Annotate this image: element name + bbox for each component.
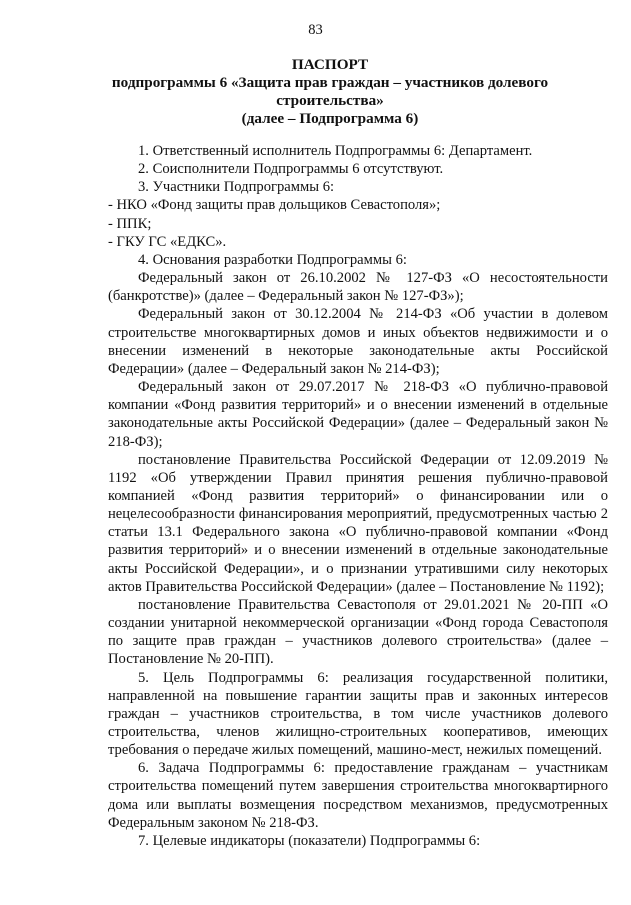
title-heading: ПАСПОРТ [291,56,369,73]
basis-law-218: Федеральный закон от 29.07.2017 № 218-ФЗ «О публично-правовой компании «Фонд развития территорий» и о внесении изменений в отдельные законодательные акты Российской Федерации» (далее – Федеральный закон № 218-ФЗ); [108,379,608,450]
participant-ppk: - ППК; [108,215,152,232]
item-participants: 3. Участники Подпрограммы 6: [138,179,335,196]
page-number: 83 [308,22,323,38]
item-responsible-executor: 1. Ответственный исполнитель Подпрограммы 6: Департамент. [138,143,533,159]
title-subprogram-name: подпрограммы 6 «Защита прав граждан – участников долевого [111,74,549,91]
item-co-executors: 2. Соисполнители Подпрограммы 6 отсутствуют. [138,161,444,178]
item-target-indicators: 7. Целевые индикаторы (показатели) Подпрограммы 6: [138,832,481,849]
participant-nko: - НКО «Фонд защиты прав дольщиков Севастополя»; [108,197,441,214]
title-subprogram-name-cont: строительства» [276,92,384,109]
basis-law-214: Федеральный закон от 30.12.2004 № 214-ФЗ «Об участии в долевом строительстве многоквартирных домов и иных объектов недвижимости и о внесении изменений в некоторые законодательные акты Российской Федерации» (далее – Федеральный закон № 214-ФЗ); [108,306,608,377]
basis-law-127: Федеральный закон от 26.10.2002 № 127-ФЗ «О несостоятельности (банкротстве)» (далее – Федеральный закон № 127-ФЗ»); [108,270,608,305]
title-short-name: (далее – Подпрограмма 6) [241,110,419,127]
participant-gku: - ГКУ ГС «ЕДКС». [108,233,227,250]
item-development-grounds: 4. Основания разработки Подпрограммы 6: [138,251,407,268]
basis-decree-1192: постановление Правительства Российской Федерации от 12.09.2019 № 1192 «Об утверждении Правил принятия решения публично-правовой компанией «Фонд развития территорий» о финансировании или о нецелесообразности финансирования мероприятий, предусмотренных частью 2 статьи 13.1 Федерального закона «О публично-правовой компании «Фонд развития территорий» и о внесении изменений в отдельные законодательные акты Российской Федерации», и о признании утратившими силу некоторых актов Правительства Российской Федерации» (далее – Постановление № 1192); [108,451,608,595]
document-title-block [100,56,560,128]
document-body [108,142,608,850]
item-goal: 5. Цель Подпрограммы 6: реализация государственной политики, направленной на повышение гарантии защиты прав и законных интересов граждан – участников строительства, в том числе участников долевого строительства, членов жилищно-строительных кооперативов, имеющих требования о передаче жилых помещений, машино-мест, нежилых помещений. [108,669,608,759]
basis-decree-20pp: постановление Правительства Севастополя от 29.01.2021 № 20-ПП «О создании унитарной некоммерческой организации «Фонд города Севастополя по защите прав граждан – участников долевого строительства» (далее – Постановление № 20-ПП). [108,596,608,668]
item-task: 6. Задача Подпрограммы 6: предоставление гражданам – участникам строительства помещений путем завершения строительства многоквартирного дома или выплаты возмещения посредством механизмов, предусмотренных Федеральным законом № 218-ФЗ. [108,760,608,831]
